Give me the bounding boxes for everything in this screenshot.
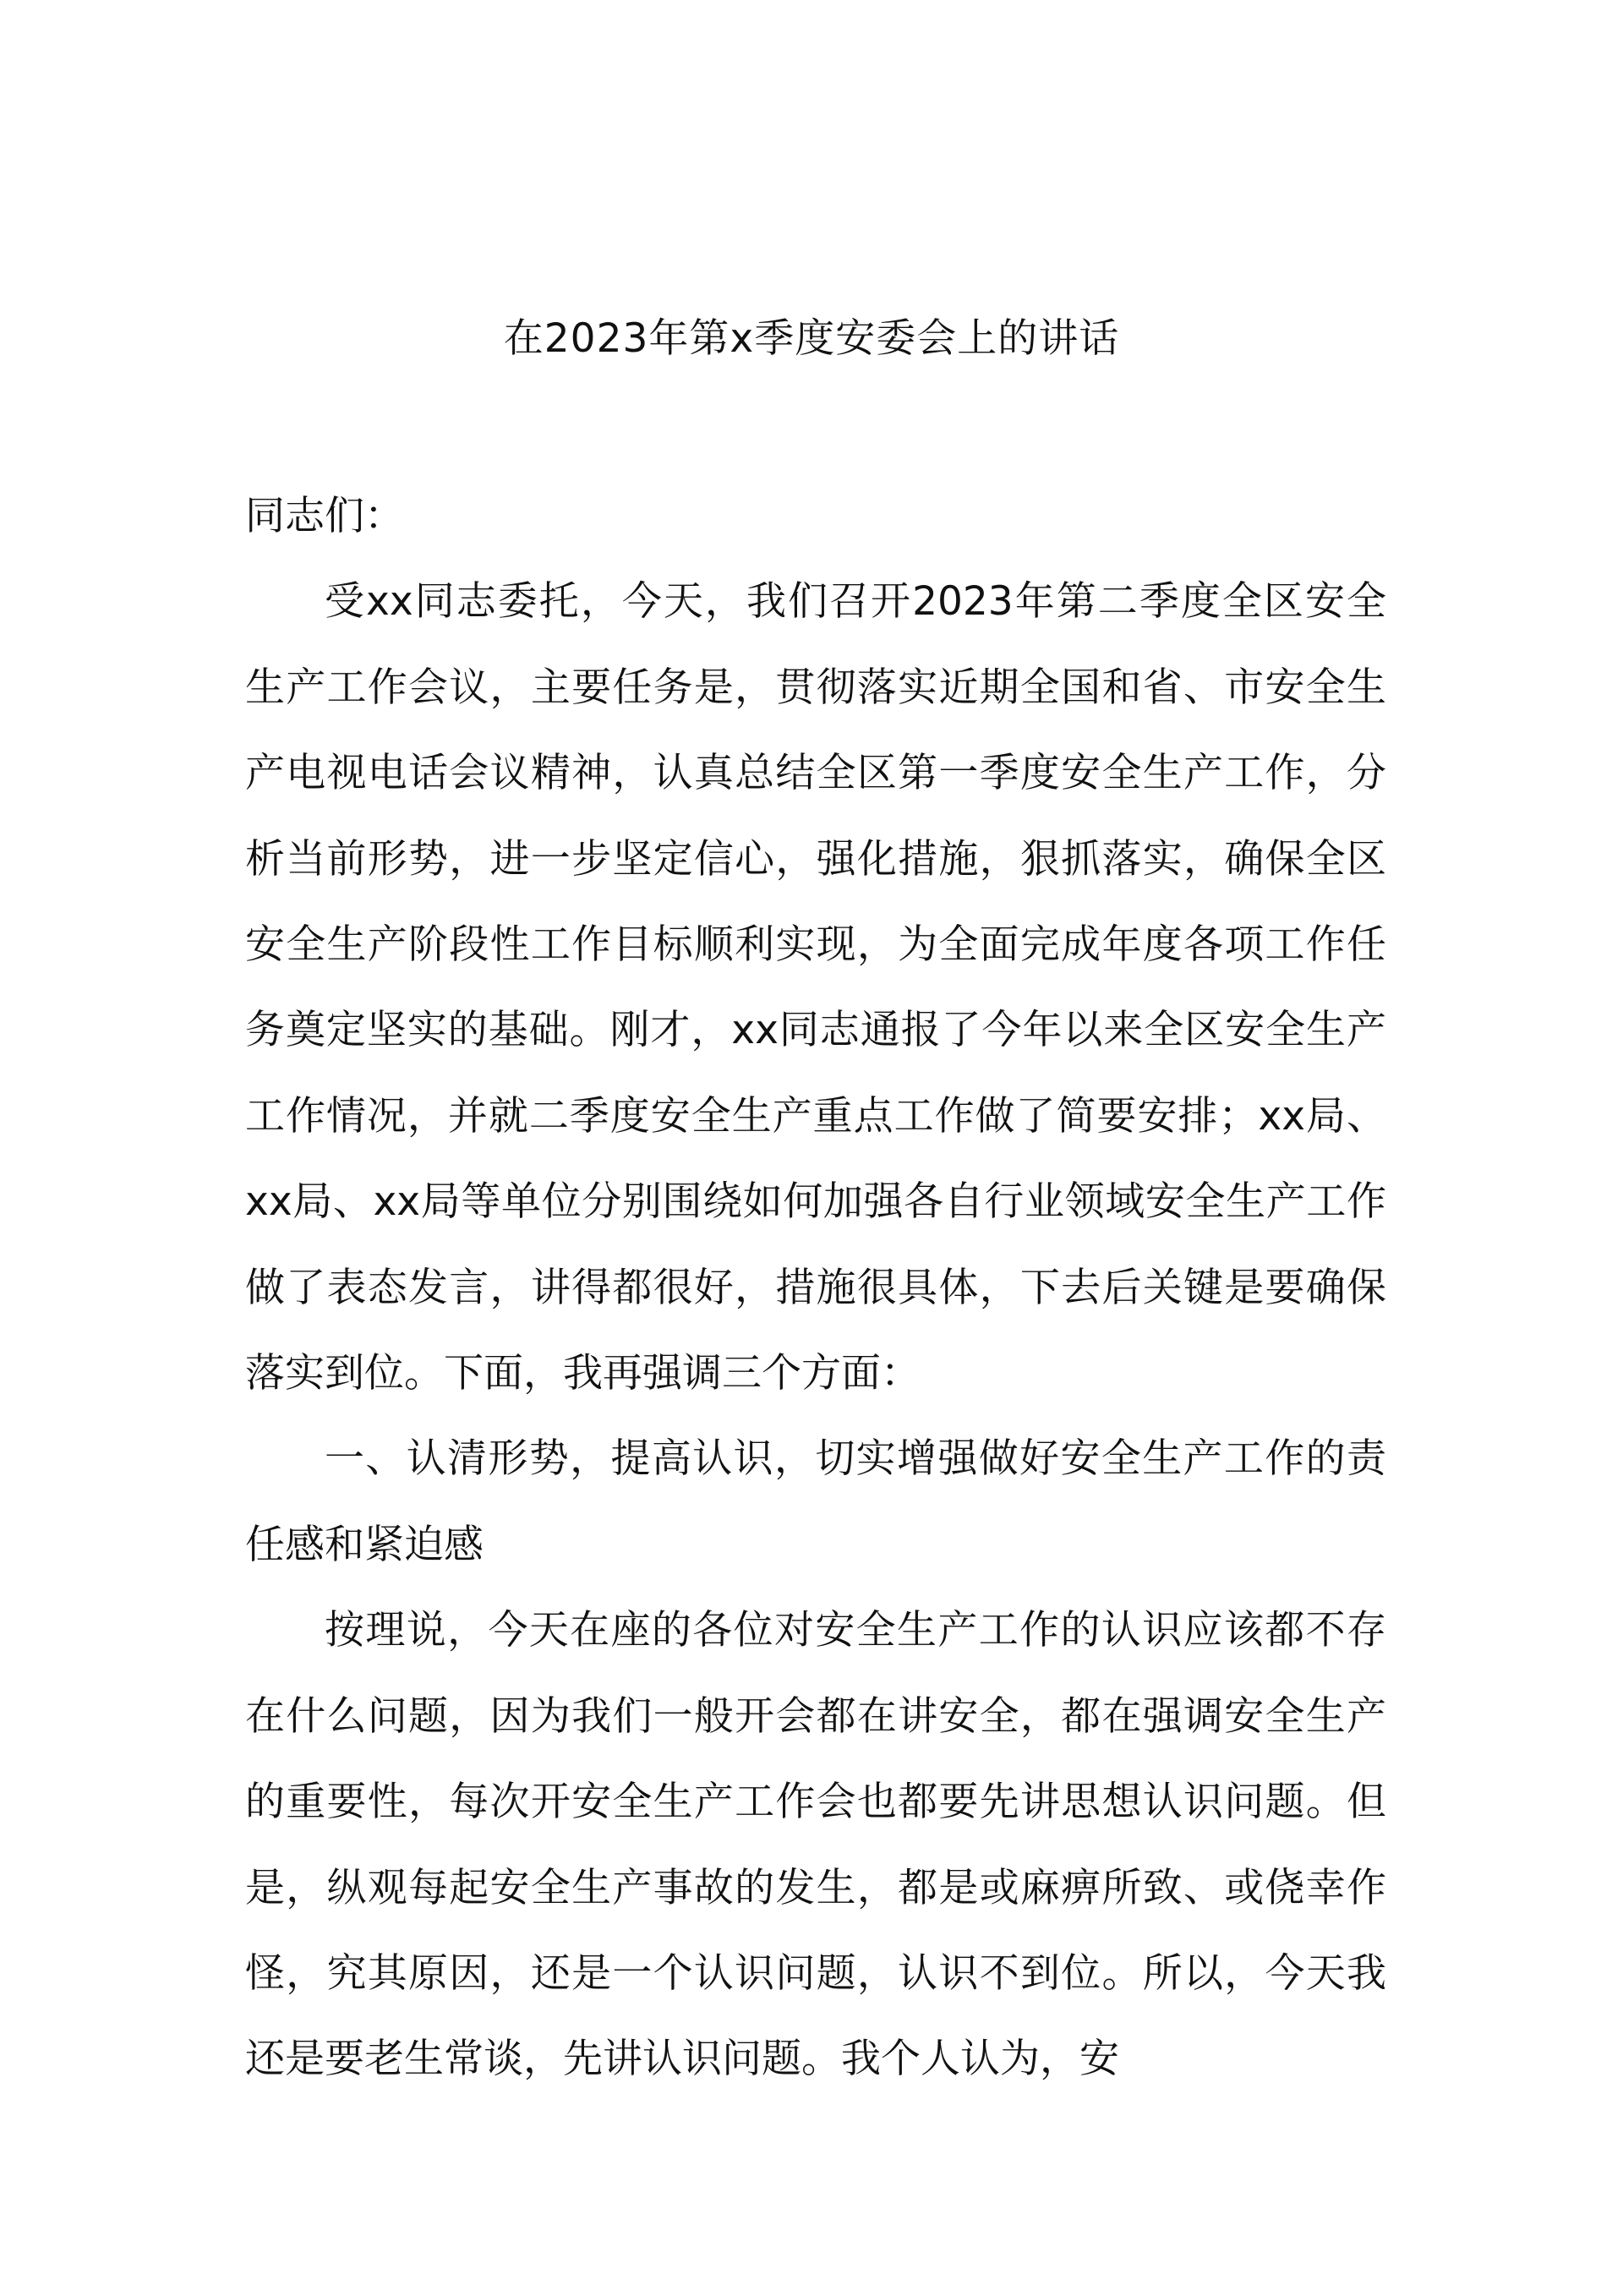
section-heading-1: 一、认清形势，提高认识，切实增强做好安全生产工作的责任感和紧迫感	[245, 1435, 1386, 1568]
document-title: 在2023年第x季度安委会上的讲话	[503, 315, 1120, 362]
document-body	[245, 473, 1386, 2102]
paragraph-intro: 受xx同志委托，今天，我们召开2023年第二季度全区安全生产工作会议，主要任务是，贯彻落实近期全国和省、市安全生产电视电话会议精神，认真总结全区第一季度安全生产工作，分析当前形势，进一步坚定信心，强化措施，狠抓落实，确保全区安全生产阶段性工作目标顺利实现，为全面完成年度各项工作任务奠定坚实的基础。刚才，xx同志通报了今年以来全区安全生产工作情况，并就二季度安全生产重点工作做了简要安排；xx局、xx局、xx局等单位分别围绕如何加强各自行业领域安全生产工作做了表态发言，讲得都很好，措施很具体，下去后关键是要确保落实到位。下面，我再强调三个方面：	[245, 578, 1386, 1397]
salutation: 同志们：	[245, 493, 404, 539]
paragraph-section-1: 按理说，今天在座的各位对安全生产工作的认识应该都不存在什么问题，因为我们一般开会都在讲安全，都在强调安全生产的重要性，每次开安全生产工作会也都要先讲思想认识问题。但是，纵观每起安全生产事故的发生，都是或麻痹所致、或侥幸作怪，究其原因，还是一个认识问题，认识不到位。所以，今天我还是要老生常谈，先讲认识问题。我个人认为，安	[245, 1607, 1386, 2083]
